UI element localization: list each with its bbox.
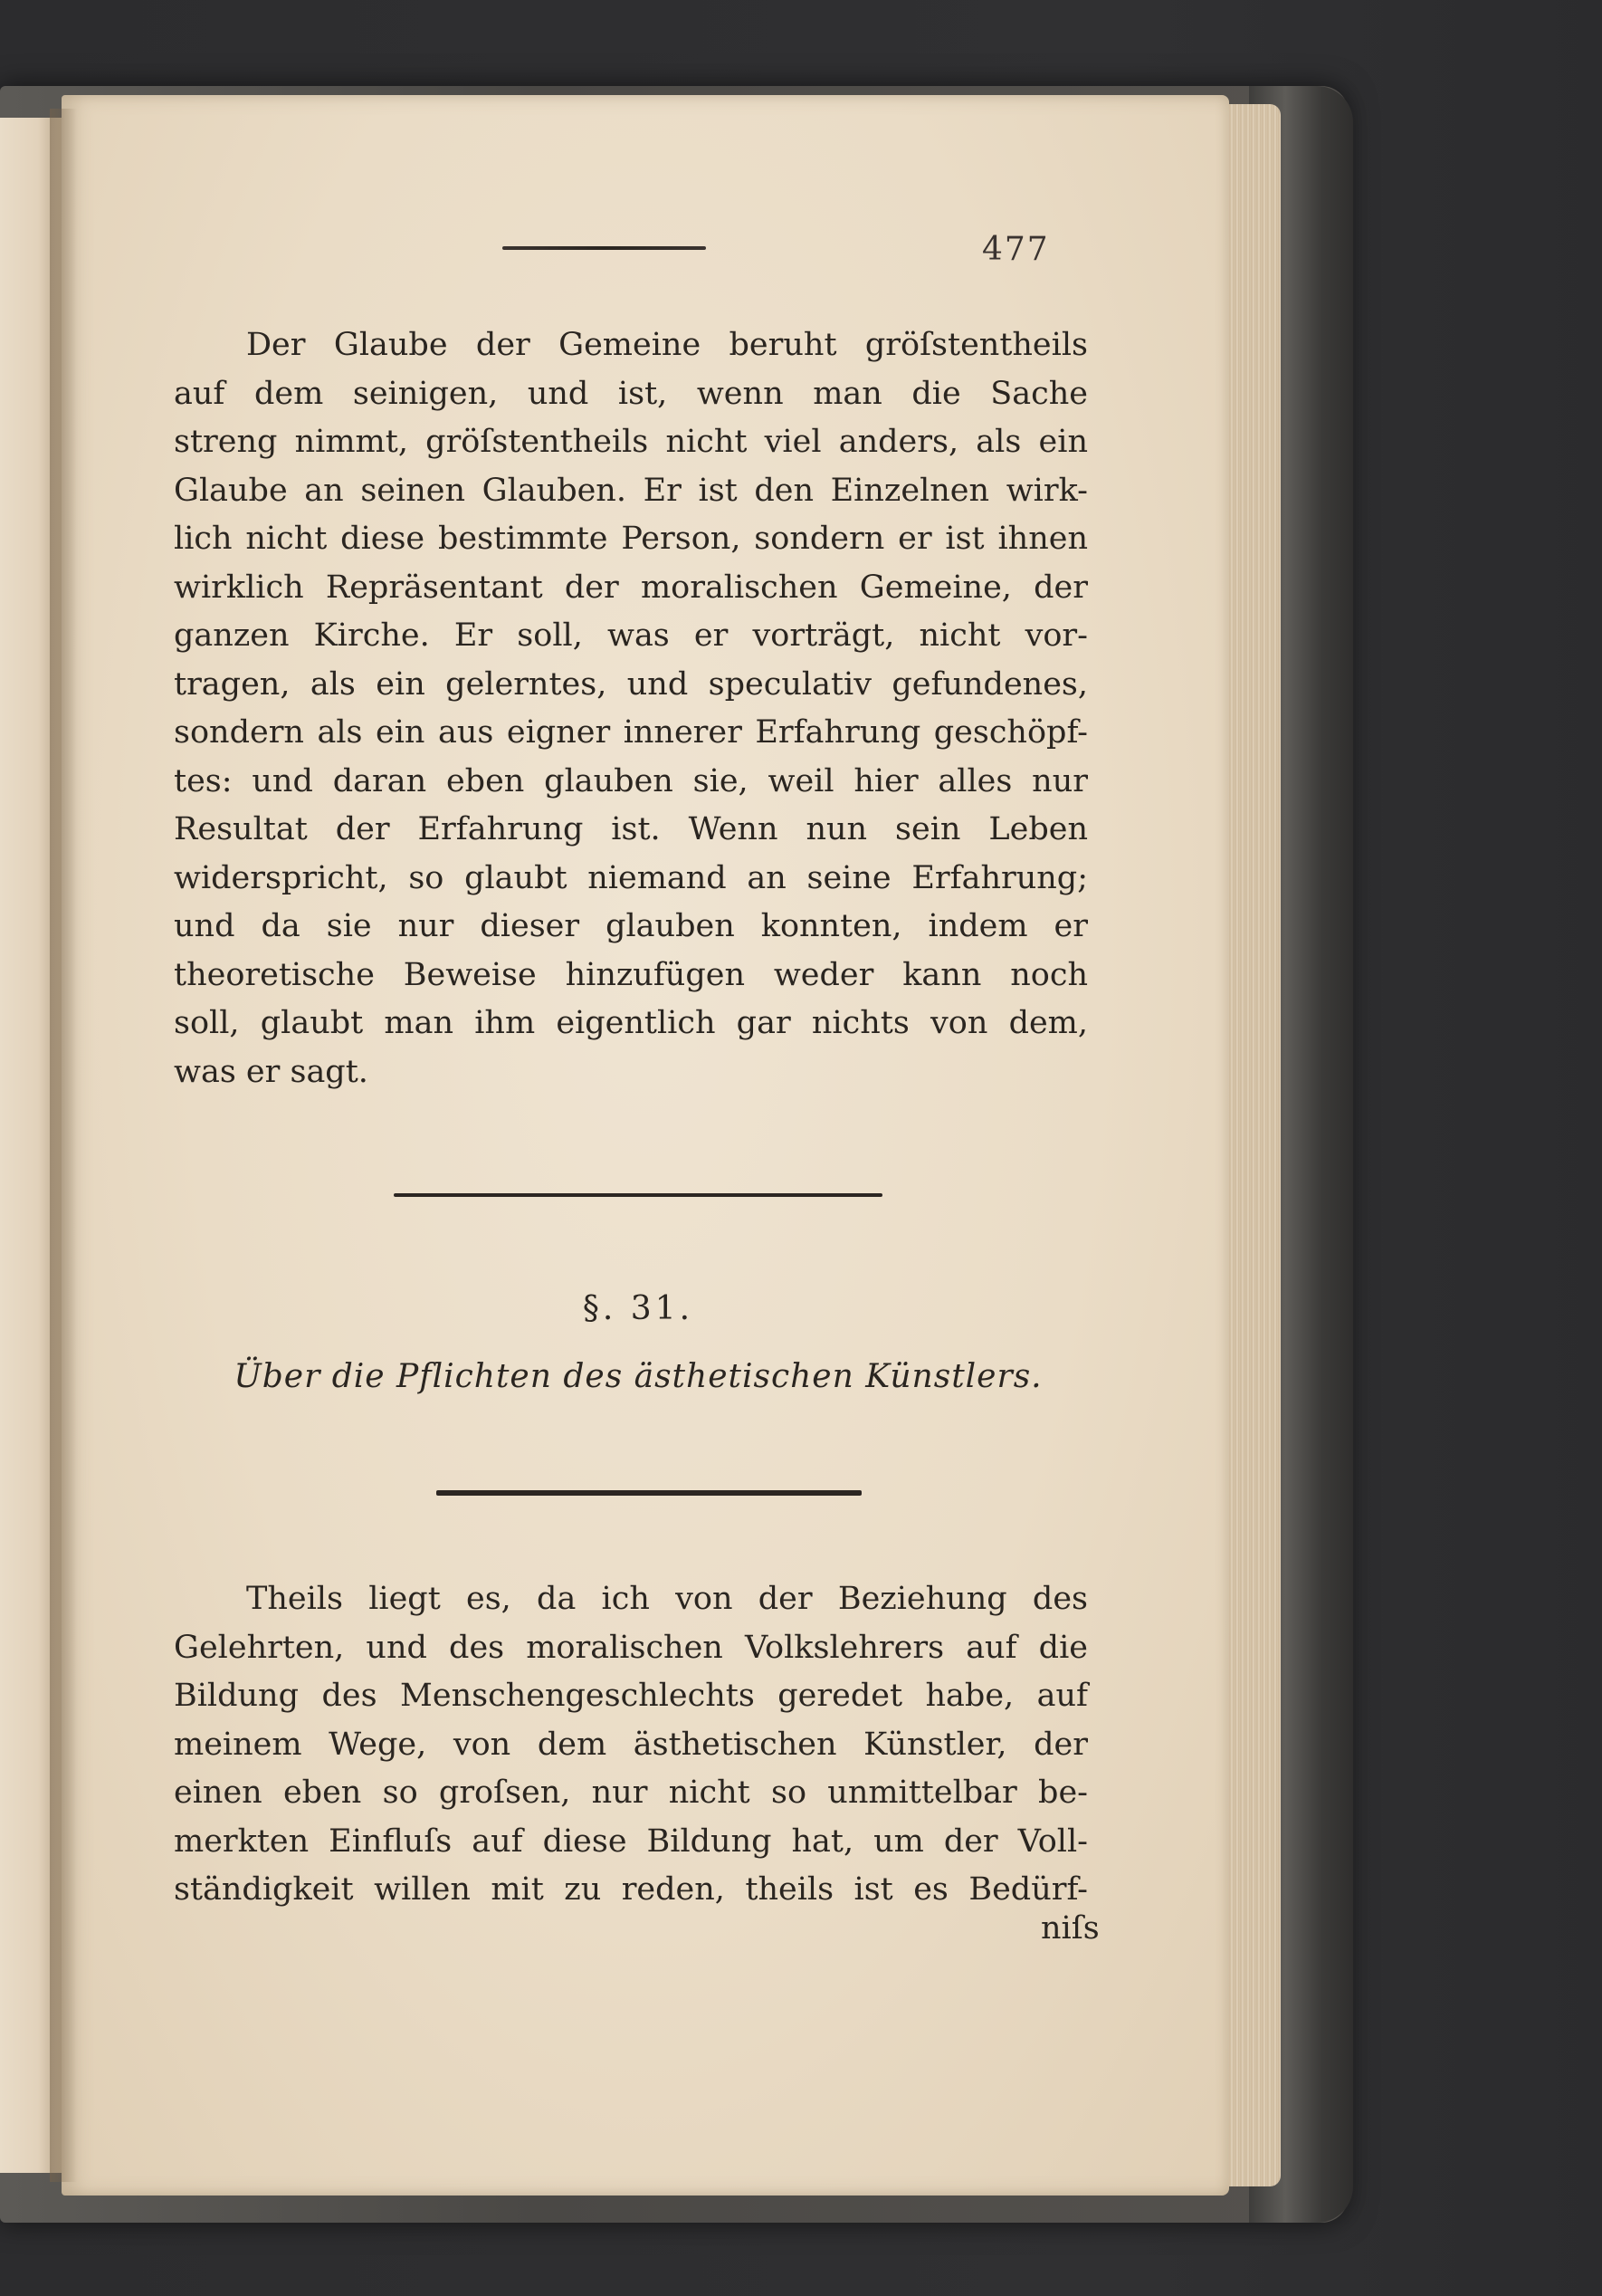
text-line: widerspricht, so glaubt niemand an seine Erfahrung; xyxy=(174,859,1088,896)
paragraph-1 xyxy=(174,321,1088,1096)
section-number: §. 31. xyxy=(582,1290,694,1327)
text-line: wirklich Repräsentant der moralischen Gemeine, der xyxy=(174,569,1088,606)
text-line: Theils liegt es, da ich von der Beziehung des xyxy=(246,1581,1088,1617)
text-line: lich nicht diese bestimmte Person, sondern er ist ihnen xyxy=(174,521,1088,557)
paragraph-2 xyxy=(174,1575,1088,1915)
text-line: was er sagt. xyxy=(174,1053,368,1090)
section-rule-bottom xyxy=(436,1490,862,1496)
text-line: soll, glaubt man ihm eigentlich gar nichts von dem, xyxy=(174,1005,1088,1041)
text-line: Resultat der Erfahrung ist. Wenn nun sein Leben xyxy=(174,811,1088,847)
text-line: theoretische Beweise hinzufügen weder kann noch xyxy=(174,956,1088,993)
header-rule xyxy=(502,246,706,250)
text-line: ständigkeit willen mit zu reden, theils ist es Bedürf- xyxy=(174,1871,1088,1908)
text-line: Glaube an seinen Glauben. Er ist den Einzelnen wirk- xyxy=(174,472,1088,509)
text-line: auf dem seinigen, und ist, wenn man die Sache xyxy=(174,375,1088,412)
text-line: Bildung des Menschengeschlechts geredet habe, auf xyxy=(174,1678,1088,1714)
text-line: meinem Wege, von dem ästhetischen Künstler, der xyxy=(174,1726,1088,1763)
page-gutter xyxy=(50,109,77,2182)
text-line: merkten Einfluſs auf diese Bildung hat, um der Voll- xyxy=(174,1822,1088,1860)
catchword: niſs xyxy=(1041,1910,1100,1947)
section-title: Über die Pflichten des ästhetischen Künstlers. xyxy=(234,1358,1043,1395)
text-line: tes: und daran eben glauben sie, weil hier alles nur xyxy=(174,762,1088,799)
text-line: einen eben so groſsen, nur nicht so unmittelbar be- xyxy=(174,1775,1088,1811)
text-line: streng nimmt, gröſstentheils nicht viel anders, als ein xyxy=(174,424,1088,460)
page-number: 477 xyxy=(982,231,1050,268)
text-line: tragen, als ein gelerntes, und speculativ gefundenes, xyxy=(174,665,1088,703)
text-line: sondern als ein aus eigner innerer Erfahrung geschöpf- xyxy=(174,714,1088,751)
text-line: ganzen Kirche. Er soll, was er vorträgt, nicht vor- xyxy=(174,617,1088,654)
section-rule-top xyxy=(394,1193,882,1197)
text-line: und da sie nur dieser glauben konnten, indem er xyxy=(174,908,1088,944)
text-line: Gelehrten, und des moralischen Volkslehrers auf die xyxy=(174,1629,1088,1666)
text-line: Der Glaube der Gemeine beruht gröſstentheils xyxy=(246,327,1088,363)
